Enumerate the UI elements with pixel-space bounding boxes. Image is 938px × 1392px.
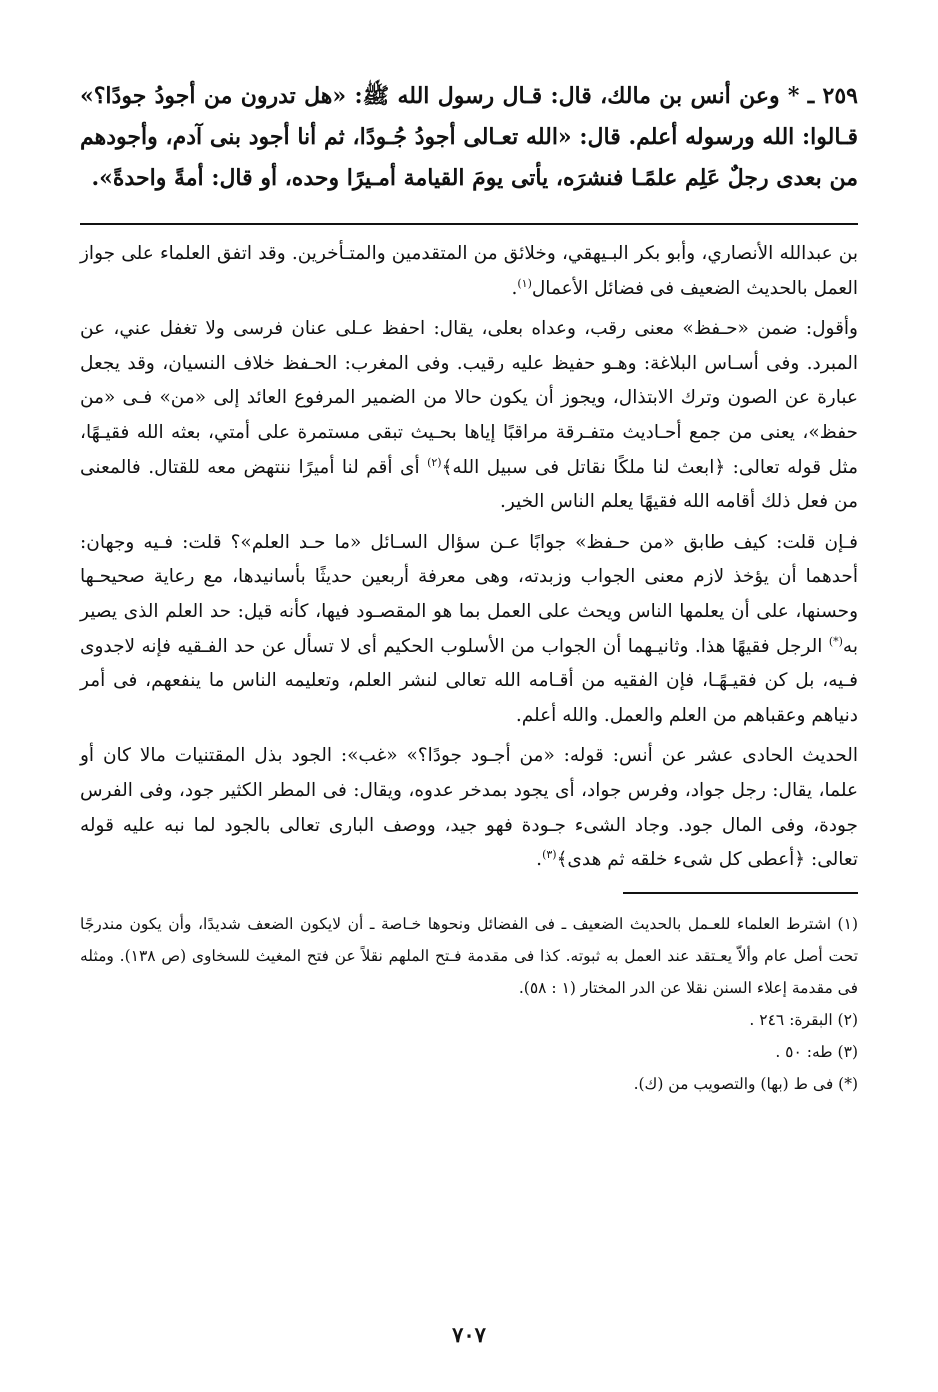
commentary-paragraph-3	[80, 526, 858, 734]
footnotes-divider	[623, 892, 858, 894]
commentary-paragraph-2	[80, 312, 858, 520]
footnote-2: (٢) البقرة: ٢٤٦ .	[749, 1010, 858, 1029]
commentary-paragraph-1	[80, 237, 858, 306]
commentary-end-2: أى أقم لنا أميرًا ننتهض معه للقتال. فالمعنى من فعل ذلك أقامه الله فقيهًا يعلم الناس الخير.	[80, 456, 858, 513]
page-number: ٧٠٧	[452, 1322, 486, 1347]
commentary-end-4: .	[536, 849, 543, 871]
commentary-text-2: وأقول: ضمن «حـفظ» معنى رقب، وعداه بعلى، يقال: احفظ عـلى عنان فرسى ولا تغفل عني، عن المبرد. وفى أسـاس البلاغة: وهـو حفيظ عليه رقيب. وفى المغرب: الحـفظ خلاف النسيان، وقد يجعل عبارة عن الصون وترك الابتذال، ويجوز أن يكون حالا من الضمير المرفوع العائد إلى «من» فـى «من حفظ»، يعنى من جمع أحـاديث متفـرقة مراقبًا إياها بحـيث تبقى مستمرة على أمتي، بعثه الله فقيـهًا، مثل قوله تعالى: ﴿ابعث لنا ملكًا نقاتل فى سبيل الله﴾	[80, 318, 858, 478]
footnote-ref-star: (*)	[828, 634, 843, 648]
commentary-text-3: فـإن قلت: كيف طابق «من حـفظ» جوابًا عـن سؤال السـائل «ما حـد العلم»؟ قلت: فـيه وجهان: أحدهما أن يؤخذ لازم معنى الجواب وزبدته، وهى معرفة أربعين حديثًا بأسانيدها، مع رعاية صحيحـها وحسنها، على أن يعلمها الناس ويحث على العمل بما هو المقصـود فيها، كأنه قيل: حد العلم الذى يصير به	[80, 531, 858, 657]
hadith-paragraph: ٢٥٩ ـ * وعن أنس بن مالك، قال: قـال رسول الله ﷺ: «هل تدرون من أجودُ جودًا؟» قـالوا: الله ورسوله أعلم. قال: «الله تعـالى أجودُ جُـودًا، ثم أنا أجود بنى آدم، وأجودهم من بعدى رجلٌ عَلِم علمًـا فنشرَه، يأتى يومَ القيامة أمـيرًا وحده، أو قال: أمةً واحدةً».	[80, 83, 858, 191]
commentary-text-4: الحديث الحادى عشر عن أنس: قوله: «من أجـود جودًا؟» «غب»: الجود بذل المقتنيات مالا كان أو علما، يقال: رجل جواد، وفرس جواد، أى يجود بمدخر عدوه، ويقال: فى المطر الكثير جود، وفى الفرس جودة، وفى المال جود. وجاد الشىء جـودة فهو جيد، ووصف البارى تعالى بالجود لما نبه عليه قوله تعالى: ﴿أعطى كل شىء خلقه ثم هدى﴾	[80, 745, 858, 871]
footnote-3: (٣) طه: ٥٠ .	[775, 1042, 858, 1061]
footnote-ref-3: (٣)	[542, 847, 557, 861]
footnote-1: (١) اشترط العلماء للعـمل بالحديث الضعيف ـ فى الفضائل ونحوها خـاصة ـ أن لايكون الضعف شديدًا، وأن يكون مندرجًا تحت أصل عام وألاّ يعـتقد عند العمل به ثبوته. كذا فى مقدمة فـتح الملهم نقلاً عن فتح المغيث للسخاوى (ص ١٣٨). ومثله فى مقدمة إعلاء السنن نقلا عن الدر المختار (١ : ٥٨).	[80, 914, 859, 997]
hadith-text	[80, 76, 858, 199]
footnote-ref-2: (٢)	[427, 455, 442, 469]
footnotes	[80, 908, 858, 1100]
main-divider	[80, 223, 858, 225]
page-content	[80, 76, 858, 1100]
footnote-ref-1: (١)	[517, 276, 532, 290]
commentary-end-3: الرجل فقيهًا هذا. وثانيـهما أن الجواب من الأسلوب الحكيم أى لا تسأل عن حد الفـقيه فإنه لاجدوى فـيه، بل كن فقيـهًـا، فإن الفقيه من أقـامه الله تعالى لنشر العلم، وتعليمه الناس ما ينفعهم، فى أمر دنياهم وعقباهم من العلم والعمل. والله أعلم.	[80, 635, 858, 726]
commentary-text-1: بن عبدالله الأنصاري، وأبو بكر البـيهقي، وخلائق من المتقدمين والمتـأخرين. وقد اتفق العلماء على جواز العمل بالحديث الضعيف فى فضائل الأعمال	[80, 243, 858, 299]
footnote-star: (*) فى ط (بها) والتصويب من (ك).	[633, 1074, 858, 1093]
commentary-paragraph-4	[80, 739, 858, 877]
commentary	[80, 237, 858, 878]
commentary-end-1: .	[511, 277, 518, 299]
